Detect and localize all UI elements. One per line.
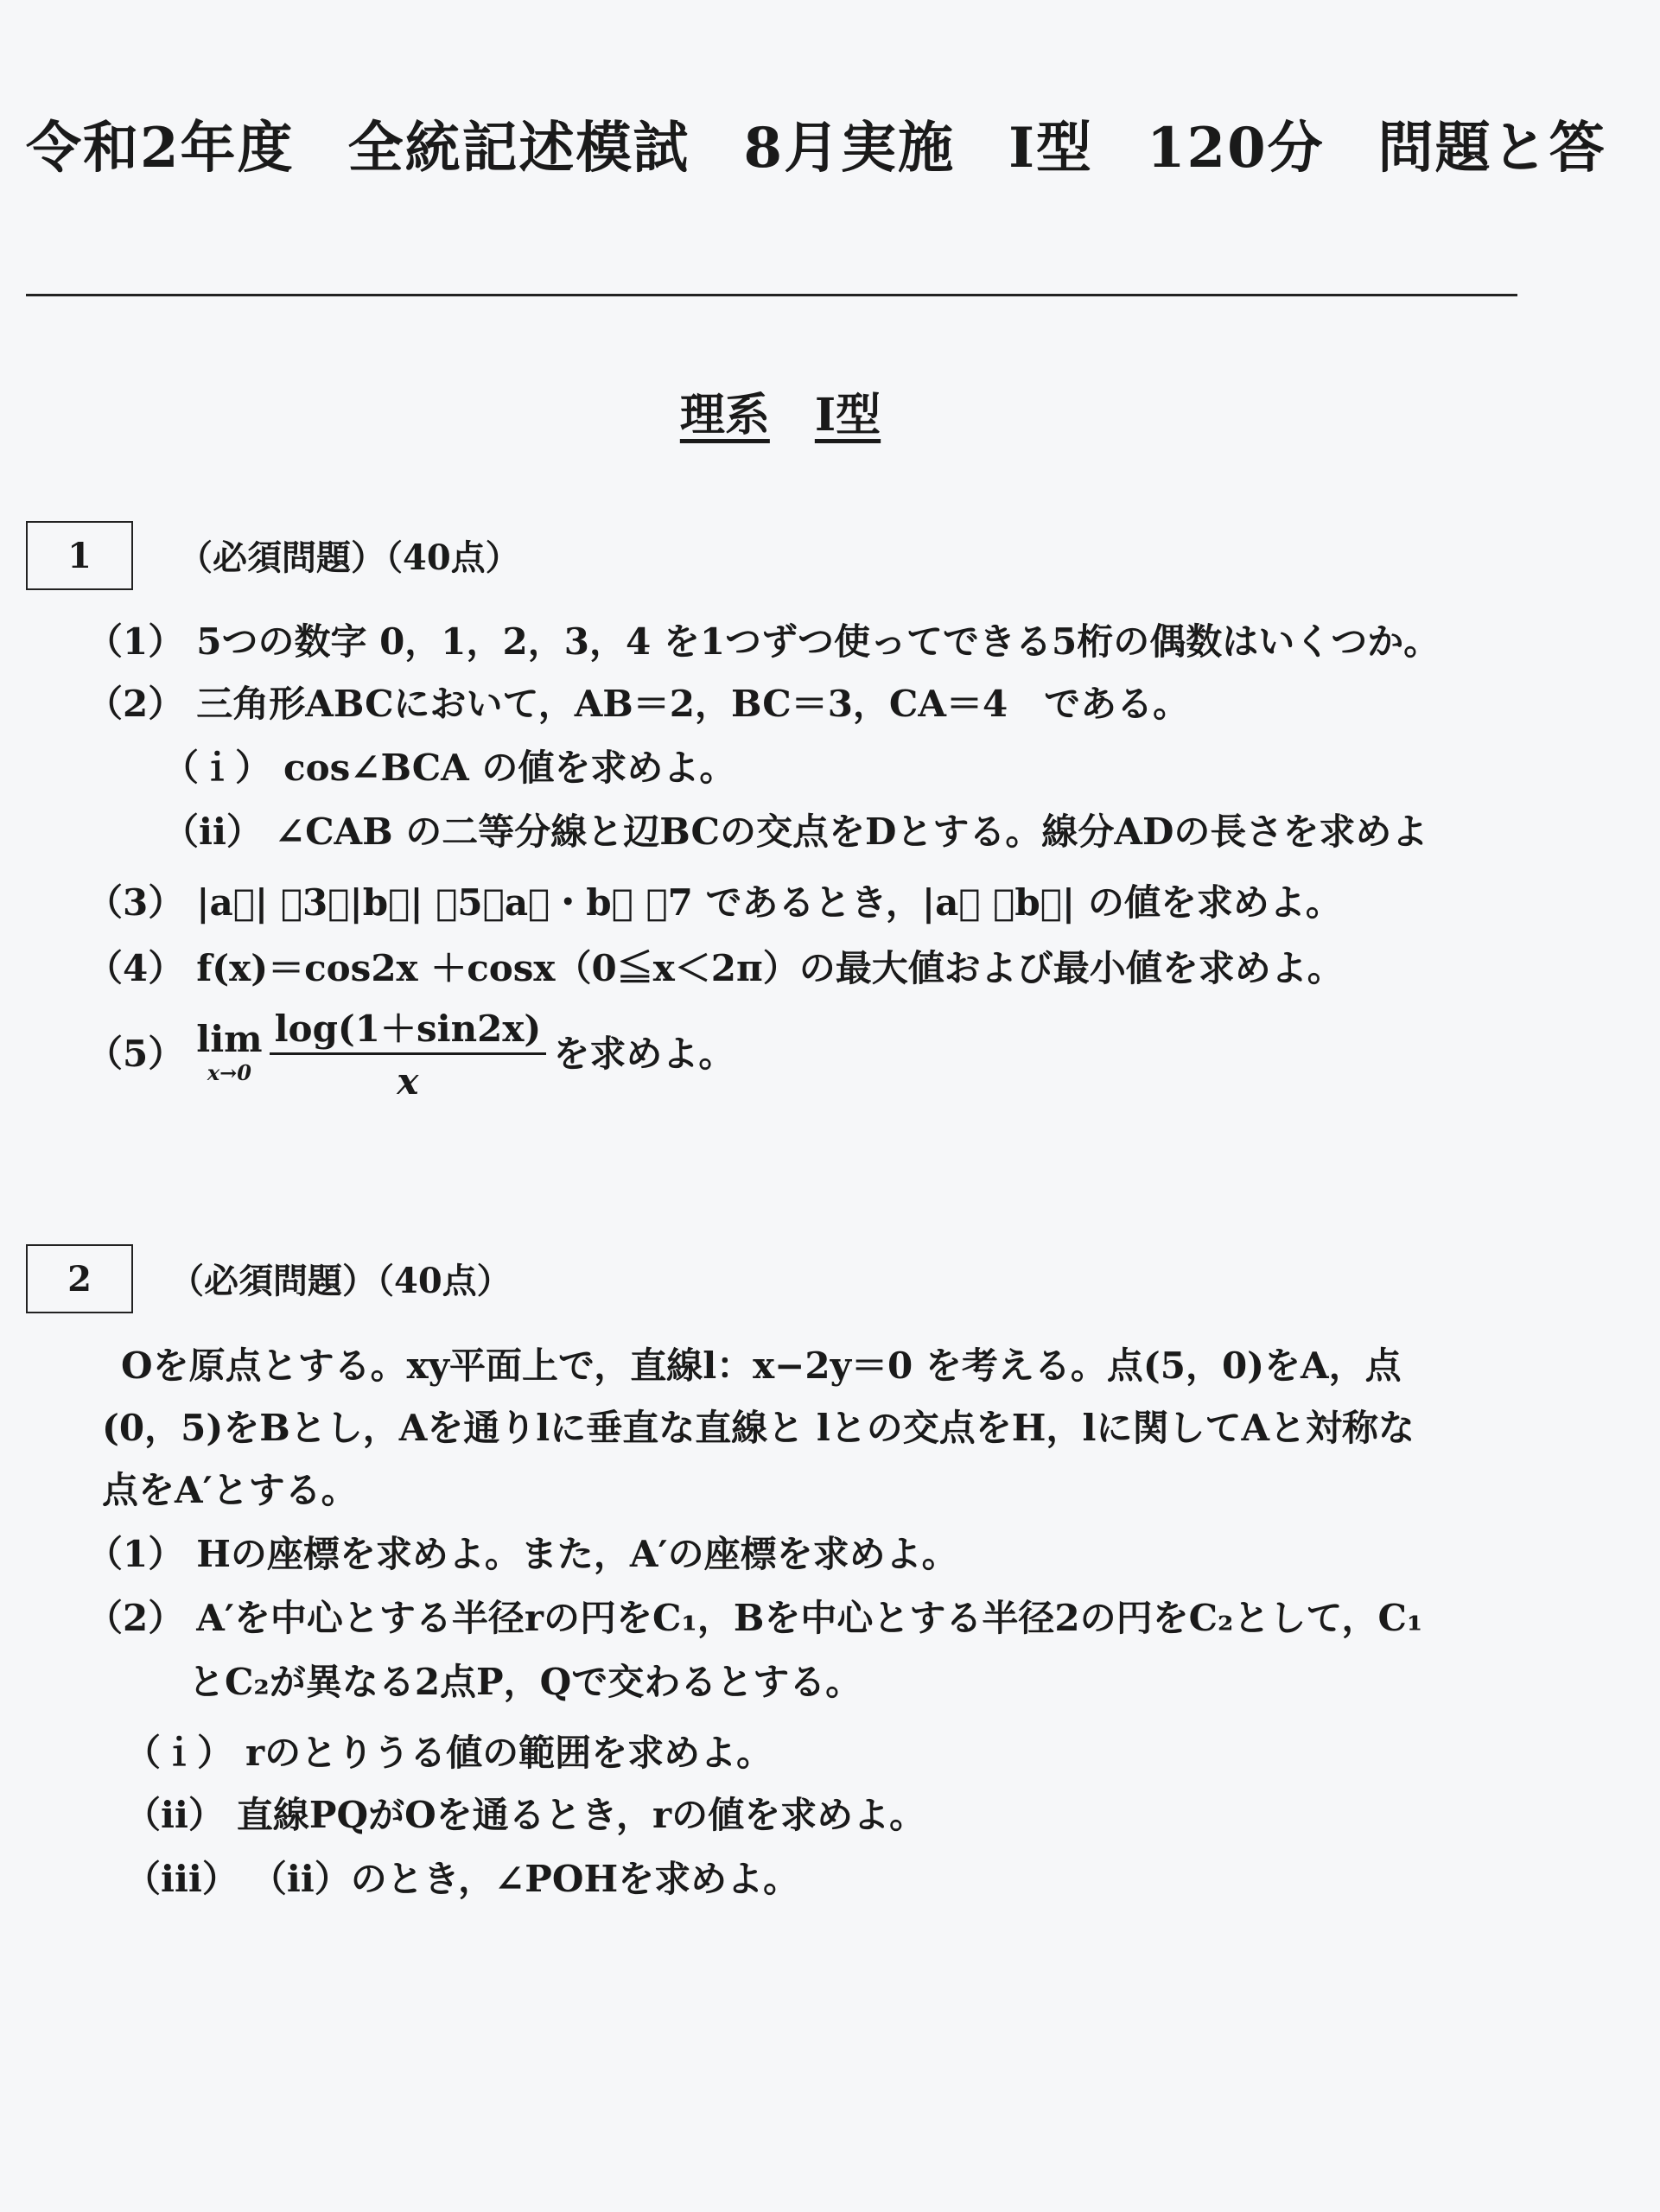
question-1-heading: （必須問題）（40点） — [178, 537, 520, 578]
q2-intro-line-2: (0，5)をBとし，Aを通りlに垂直な直線と lとの交点をH，lに関してAと対称な — [102, 1407, 1415, 1449]
q2-intro-line-1: Oを原点とする。xy平面上で，直線l：x−2y＝0 を考える。点(5，0)をA，点 — [121, 1344, 1402, 1387]
q1-item-5 — [86, 1001, 735, 1103]
q2-item-2-ii-number: （ⅱ） — [124, 1794, 225, 1836]
q1-item-4 — [86, 940, 1344, 992]
q2-intro-line-3: 点をA′とする。 — [102, 1469, 358, 1511]
limit-operator — [196, 1018, 262, 1085]
header-year: 令和2年度 — [26, 116, 295, 181]
question-1-number: 1 — [67, 535, 92, 576]
q1-item-2-ii-number: （ⅱ） — [162, 810, 263, 853]
section-title-type: Ⅰ型 — [814, 389, 881, 442]
q1-item-4-text: f(x)＝cos2x ＋cosx（0≦x＜2π）の最大値および最小値を求めよ。 — [196, 947, 1344, 989]
limit-subscript: x→0 — [207, 1060, 251, 1085]
q1-item-3-text: |a⃗| ＝3，|b⃗| ＝5，a⃗・b⃗ ＝7 であるとき，|a⃗ ＋b⃗| の値を求めよ。 — [196, 881, 1342, 924]
question-2-number: 2 — [67, 1258, 92, 1300]
header-duration: 120分 — [1147, 116, 1325, 181]
q1-item-5-number: （5） — [86, 1033, 185, 1075]
q1-item-2-number: （2） — [86, 683, 185, 725]
q1-item-2-text: 三角形ABCにおいて，AB＝2，BC＝3，CA＝4 である。 — [196, 683, 1190, 725]
q2-item-2 — [86, 1590, 1422, 1642]
q2-item-2-number: （2） — [86, 1597, 185, 1639]
q1-item-1-text: 5つの数字 0，1，2，3，4 を1つずつ使ってできる5桁の偶数はいくつか。 — [196, 620, 1441, 663]
q2-item-2-ii — [124, 1787, 925, 1839]
q2-item-1-number: （1） — [86, 1533, 185, 1575]
section-title — [0, 378, 1561, 443]
q1-item-2-i — [162, 740, 735, 791]
question-2-number-box — [26, 1244, 133, 1313]
q2-item-2-ii-text: 直線PQがOを通るとき，rの値を求めよ。 — [236, 1794, 926, 1836]
fraction-numerator: log(1＋sin2x) — [270, 1001, 547, 1055]
section-title-course: 理系 — [679, 389, 770, 442]
q2-item-1 — [86, 1526, 958, 1578]
question-1-number-box — [26, 521, 133, 590]
header-label: 問題と答 — [1377, 116, 1606, 181]
header-month: 8月実施 — [743, 116, 956, 181]
q1-item-2-i-number: （ｉ） — [162, 747, 272, 789]
limit-fraction — [270, 1001, 547, 1103]
q1-item-2-i-text: cos∠BCA の値を求めよ。 — [283, 747, 736, 789]
header-divider — [26, 294, 1517, 296]
q2-item-2-i-number: （ｉ） — [124, 1732, 234, 1774]
q2-item-1-text: Hの座標を求めよ。また，A′の座標を求めよ。 — [196, 1533, 958, 1575]
q1-item-3-number: （3） — [86, 881, 185, 924]
q1-item-1-number: （1） — [86, 620, 185, 663]
q2-item-2-i-text: rのとりうる値の範囲を求めよ。 — [245, 1732, 773, 1774]
fraction-denominator: x — [397, 1060, 419, 1103]
q1-item-4-number: （4） — [86, 947, 185, 989]
header-type: Ⅰ型 — [1008, 116, 1093, 181]
q1-item-5-tail: を求めよ。 — [553, 1033, 735, 1075]
q1-item-1 — [86, 613, 1440, 665]
q2-item-2-text: A′を中心とする半径rの円をC₁，Bを中心とする半径2の円をC₂として，C₁ — [196, 1597, 1423, 1639]
q1-item-2 — [86, 676, 1189, 728]
q2-item-2-iii-number: （ⅲ） — [124, 1858, 239, 1900]
q1-item-2-ii-text: ∠CAB の二等分線と辺BCの交点をDとする。線分ADの長さを求めよ — [274, 810, 1428, 853]
q2-item-2-i — [124, 1725, 773, 1777]
q2-item-2-continued — [188, 1654, 862, 1706]
header-exam-name: 全統記述模試 — [347, 116, 690, 181]
q1-item-3 — [86, 874, 1342, 926]
exam-header — [26, 104, 1660, 183]
limit-label: lim — [196, 1018, 263, 1060]
q2-item-2-iii-text: （ⅱ）のとき，∠POHを求めよ。 — [250, 1858, 800, 1900]
q1-item-2-ii — [162, 804, 1428, 855]
q2-item-2-continued-text: とC₂が異なる2点P，Qで交わるとする。 — [188, 1661, 862, 1703]
question-2-heading: （必須問題）（40点） — [169, 1261, 512, 1301]
q2-item-2-iii — [124, 1851, 799, 1903]
